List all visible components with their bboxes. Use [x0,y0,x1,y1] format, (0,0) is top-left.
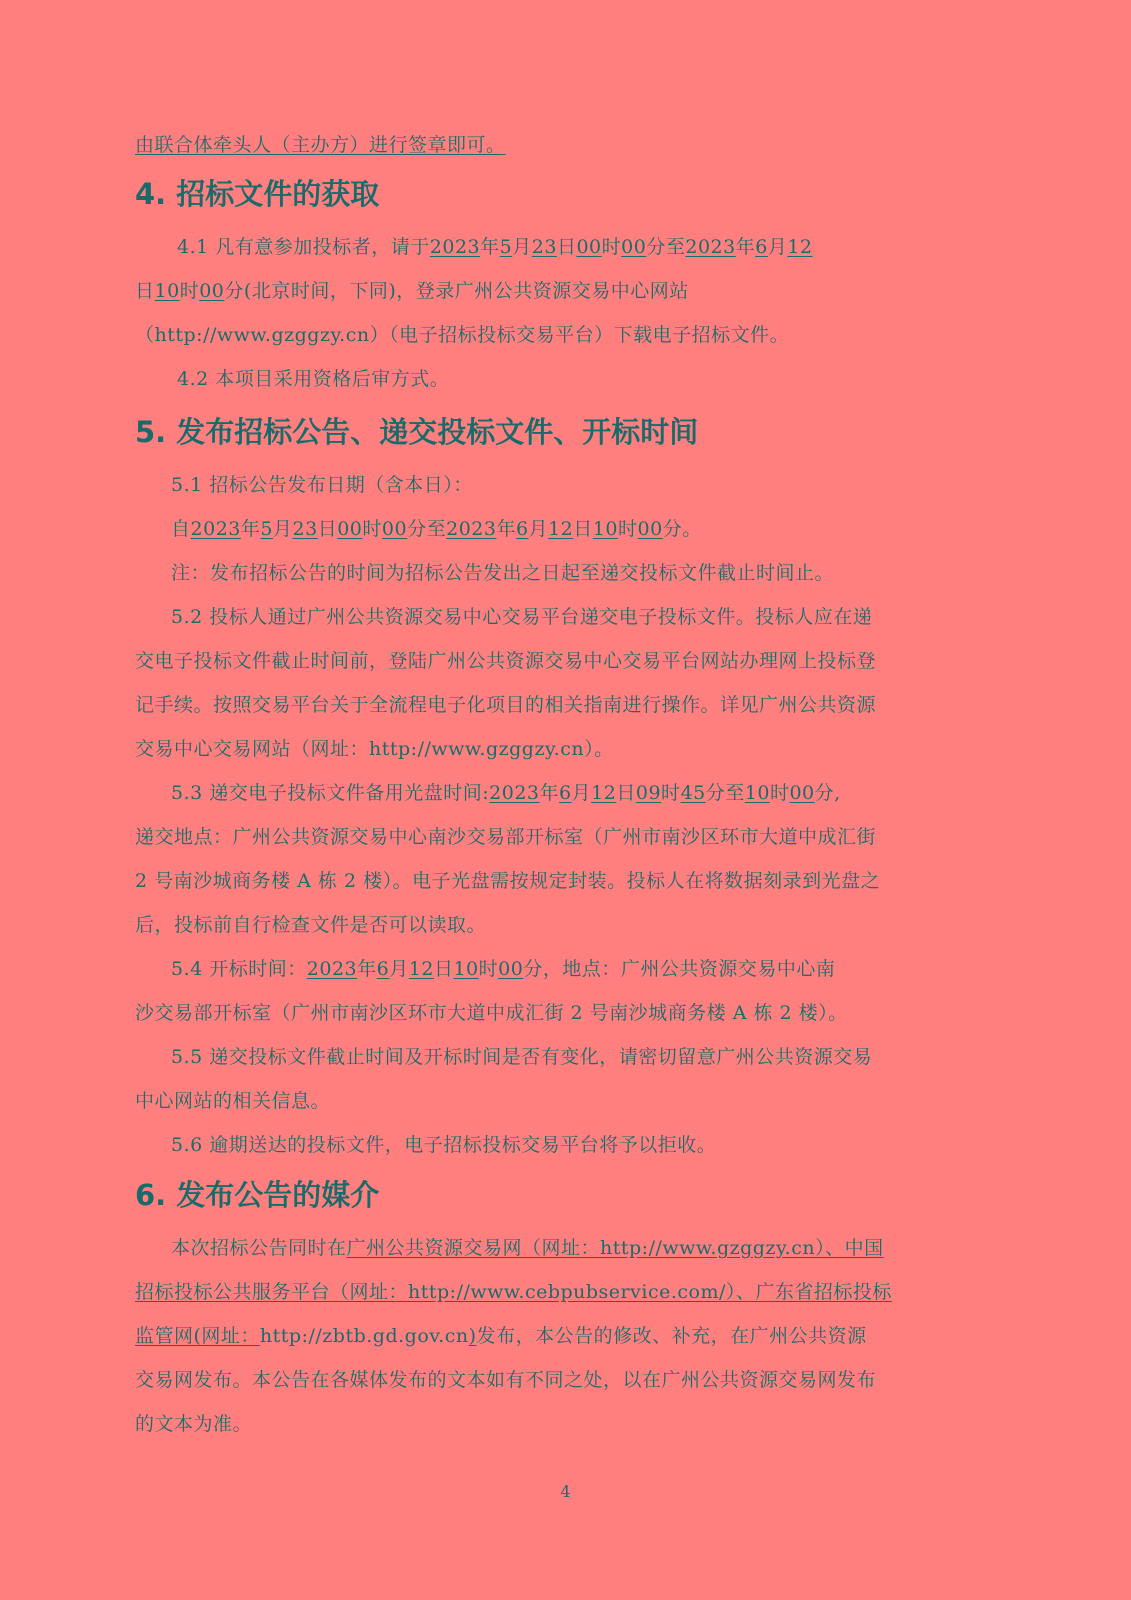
text: 日 [317,518,338,540]
paragraph-line [135,1226,997,1270]
text: 月 [767,236,788,258]
text: 日 [573,518,593,540]
date-value: 5 [260,518,273,540]
underlined-text: 监管网(网址： [135,1325,260,1347]
paragraph-line: 中心网站的相关信息。 [135,1090,331,1112]
paragraph-line [135,507,997,551]
text: 年 [539,782,560,804]
date-value: 23 [292,518,318,540]
date-value: 10 [592,518,618,540]
underlined-text: 招标投标公共服务平台（网址：http://www.cebpubservice.com/）、广东省招标投标 [135,1281,892,1303]
text: 分, [814,782,841,804]
paragraph-line [135,269,997,313]
text: 日 [135,280,155,302]
paragraph-line: 5.2 投标人通过广州公共资源交易中心交易平台递交电子投标文件。投标人应在递 [171,606,873,628]
date-value: 2023 [190,518,241,540]
text: 分至 [705,782,745,804]
text: 月 [571,782,592,804]
text: 月 [389,958,409,980]
section-heading-4: 4. 招标文件的获取 [135,177,380,211]
text: 月 [272,518,293,540]
date-value: 00 [381,518,408,540]
paragraph-line: 后，投标前自行检查文件是否可以读取。 [135,914,487,936]
text: 发布，本公告的修改、补充，在广州公共资源 [476,1325,867,1347]
text: 分(北京时间，下同)，登录广州公共资源交易中心网站 [224,280,689,302]
text: 5.3 递交电子投标文件备用光盘时间: [171,782,490,804]
date-value: 12 [408,958,434,980]
section-heading-5: 5. 发布招标公告、递交投标文件、开标时间 [135,415,699,449]
text: 月 [512,236,532,258]
paragraph-line [135,771,997,815]
text: 时 [769,782,790,804]
text: 时 [362,518,382,540]
text: 月 [528,518,549,540]
date-value: 10 [453,958,479,980]
paragraph-line: 注：发布招标公告的时间为招标公告发出之日起至递交投标文件截止时间止。 [171,562,835,584]
text: 年 [496,518,516,540]
text: 年 [480,236,500,258]
paragraph-line: 交易中心交易网站（网址：http://www.gzggzy.cn）。 [135,738,614,760]
paragraph-line: 5.6 逾期送达的投标文件，电子招标投标交易平台将予以拒收。 [171,1134,717,1156]
section-heading-6: 6. 发布公告的媒介 [135,1178,380,1212]
text: 年 [240,518,261,540]
text: 分，地点：广州公共资源交易中心南 [523,958,836,980]
text: 自 [171,518,191,540]
underlined-text: ) [468,1325,477,1347]
date-value: 5 [499,236,513,258]
text: 时 [478,958,499,980]
text: 时 [617,518,638,540]
date-value: 6 [755,236,768,258]
date-value: 00 [576,236,602,258]
paragraph-line: 2 号南沙城商务楼 A 栋 2 楼）。电子光盘需按规定封装。投标人在将数据刻录到光盘之 [135,870,881,892]
date-value: 2023 [429,236,481,258]
paragraph-line: 4.2 本项目采用资格后审方式。 [177,368,450,390]
date-value: 00 [199,280,225,302]
underlined-text: 由联合体牵头人（主办方）进行签章即可。 [135,134,506,156]
date-value: 45 [680,782,706,804]
text: 本次招标公告同时在 [171,1237,347,1259]
paragraph-line: 交电子投标文件截止时间前，登陆广州公共资源交易中心交易平台网站办理网上投标登 [135,650,877,672]
paragraph-line: 记手续。按照交易平台关于全流程电子化项目的相关指南进行操作。详见广州公共资源 [135,694,877,716]
underlined-text: 广州公共资源交易网（网址：http://www.gzggzy.cn）、中国 [346,1237,884,1259]
paragraph-line [135,1314,997,1358]
text: 年 [357,958,377,980]
text: 日 [556,236,577,258]
paragraph-line: 递交地点：广州公共资源交易中心南沙交易部开标室（广州市南沙区环市大道中成汇街 [135,826,877,848]
text: 分至 [646,236,686,258]
paragraph-line: 的文本为准。 [135,1413,253,1435]
paragraph-line [135,947,997,991]
text: 分至 [407,518,447,540]
date-value: 12 [787,236,813,258]
date-value: 2023 [489,782,540,804]
date-value: 00 [637,518,663,540]
paragraph-line [135,225,997,269]
text: 日 [433,958,454,980]
date-value: 09 [635,782,662,804]
text: 时 [601,236,622,258]
text: 分。 [662,518,702,540]
paragraph-line: 交易网发布。本公告在各媒体发布的文本如有不同之处，以在广州公共资源交易网发布 [135,1369,877,1391]
date-value: 00 [498,958,524,980]
paragraph-line: 5.1 招标公告发布日期（含本日）： [171,474,473,496]
date-value: 10 [744,782,770,804]
date-value: 23 [531,236,557,258]
text: 时 [179,280,200,302]
page-number: 4 [560,1482,571,1501]
text: 时 [661,782,681,804]
paragraph-line: 沙交易部开标室（广州市南沙区环市大道中成汇街 2 号南沙城商务楼 A 栋 2 楼）。 [135,1002,848,1024]
paragraph-line [135,1270,997,1314]
text: http://zbtb.gd.gov.cn [259,1325,469,1347]
date-value: 2023 [306,958,358,980]
date-value: 12 [591,782,617,804]
text: 4.1 凡有意参加投标者，请于 [177,236,430,258]
date-value: 2023 [685,236,736,258]
date-value: 00 [337,518,363,540]
paragraph-line: 5.5 递交投标文件截止时间及开标时间是否有变化，请密切留意广州公共资源交易 [171,1046,873,1068]
date-value: 00 [621,236,647,258]
date-value: 6 [376,958,390,980]
text: 日 [616,782,636,804]
paragraph-line: （http://www.gzggzy.cn）（电子招标投标交易平台）下载电子招标文件。 [135,324,790,346]
date-value: 00 [789,782,815,804]
date-value: 6 [515,518,529,540]
date-value: 10 [154,280,180,302]
date-value: 12 [548,518,574,540]
text: 年 [735,236,756,258]
paragraph-line [135,123,997,167]
date-value: 6 [559,782,572,804]
date-value: 2023 [446,518,497,540]
text: 5.4 开标时间： [171,958,307,980]
